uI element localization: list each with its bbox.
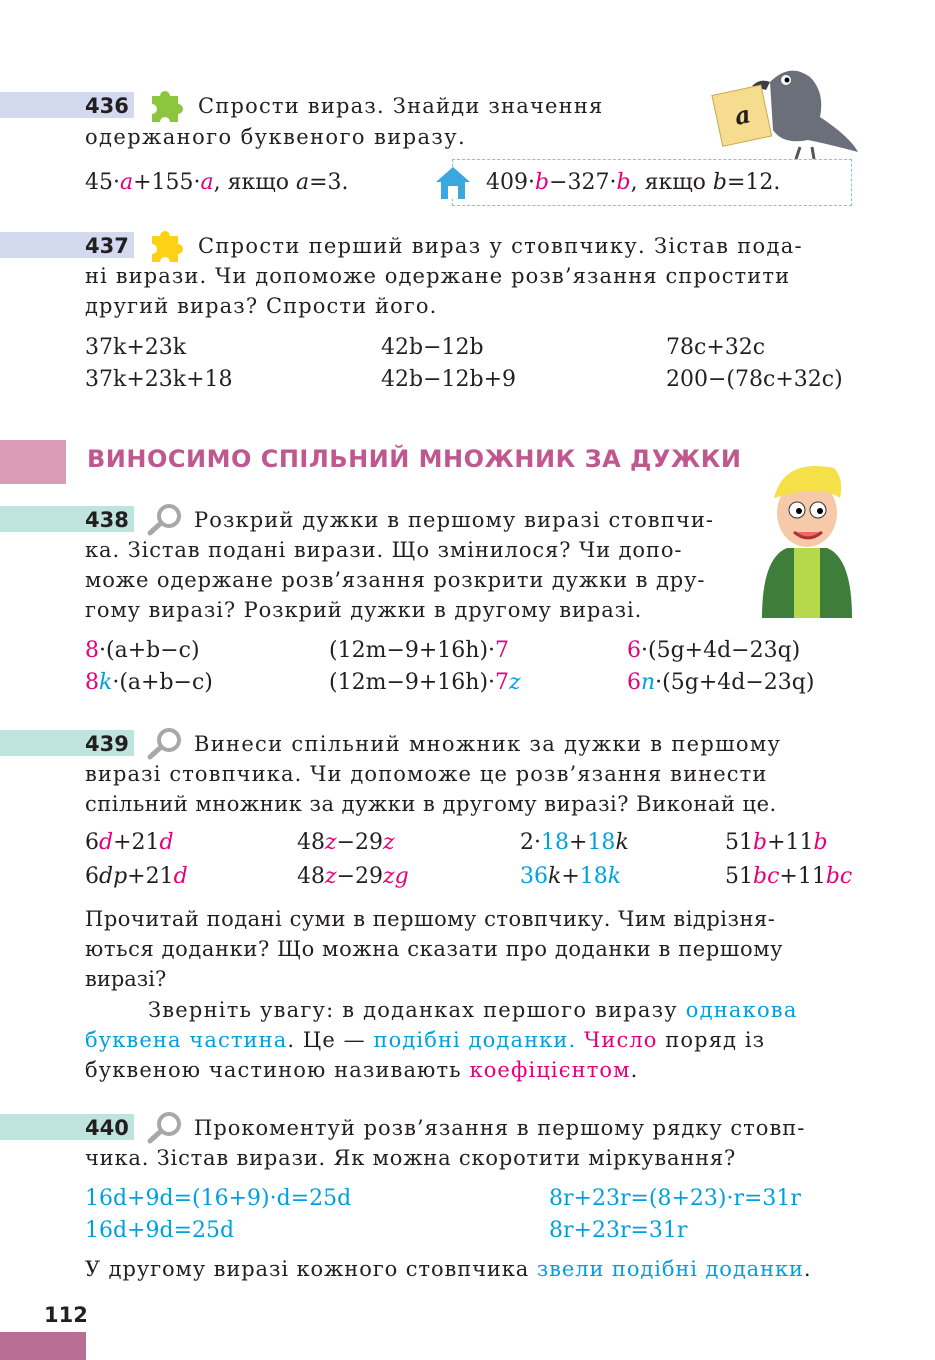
magnifier-icon	[146, 1110, 184, 1144]
home-icon	[434, 164, 472, 202]
ex440-text-line1: Прокоментуй розв’язання в першому рядку стовп-	[194, 1116, 806, 1140]
ex439-para1-line3: виразі?	[85, 967, 167, 991]
ex439-text-line1: Винеси спільний множник за дужки в першому	[194, 732, 782, 756]
ex439-c1-r2: 6dp+21d	[85, 864, 188, 889]
ex438-r1c2: (12m−9+16h)·7	[329, 638, 510, 663]
puzzle-icon	[146, 226, 188, 264]
magnifier-icon	[146, 502, 184, 536]
ex439-c4-r1: 51b+11b	[725, 830, 828, 855]
ex438-text-line3: може одержане розв’язання розкрити дужки в дру-	[85, 568, 706, 592]
ex438-r1c3: 6·(5g+4d−23q)	[627, 638, 801, 663]
ex439-para1-line1: Прочитай подані суми в першому стовпчику. Чим відрізня-	[85, 907, 776, 931]
ex439-c1-r1: 6d+21d	[85, 830, 174, 855]
ex439-text-line2: виразі стовпчика. Чи допоможе це розв’язання винести	[85, 762, 768, 786]
ex437-col2-r2: 42b−12b+9	[381, 367, 517, 392]
magnifier-icon	[146, 726, 184, 760]
section-band	[0, 440, 66, 484]
ex440-right-r2: 8r+23r=31r	[549, 1218, 688, 1243]
ex440-final-line: У другому виразі кожного стовпчика звели подібні доданки.	[85, 1257, 812, 1281]
ex437-col1-r1: 37k+23k	[85, 335, 187, 360]
ex436-number: 436	[85, 94, 129, 118]
ex437-text-line3: другий вираз? Спрости його.	[85, 294, 438, 318]
ex438-text-line1: Розкрий дужки в першому виразі стовпчи-	[194, 508, 715, 532]
ex437-number: 437	[85, 234, 129, 258]
ex439-para2-line3: буквеною частиною називають коефіцієнтом.	[85, 1058, 639, 1082]
ex436-text-line2: одержаного буквеного виразу.	[85, 125, 467, 149]
ex438-r2c3: 6n·(5g+4d−23q)	[627, 670, 815, 695]
ex440-text-line2: чика. Зістав вирази. Як можна скоротити міркування?	[85, 1146, 737, 1170]
ex439-c3-r1: 2·18+18k	[520, 830, 629, 855]
ex438-number: 438	[85, 508, 129, 532]
ex437-col1-r2: 37k+23k+18	[85, 367, 233, 392]
ex439-para2-line2: буквена частина. Це — подібні доданки. Число поряд із	[85, 1028, 766, 1052]
ex439-number: 439	[85, 732, 129, 756]
ex439-para2-line1: Зверніть увагу: в доданках першого виразу однакова	[148, 998, 798, 1022]
crow-illustration	[700, 52, 860, 162]
page-footer-band	[0, 1332, 86, 1360]
ex439-para1-line2: ються доданки? Що можна сказати про доданки в першому	[85, 937, 784, 961]
ex437-col3-r1: 78c+32c	[666, 335, 766, 360]
ex440-left-r2: 16d+9d=25d	[85, 1218, 235, 1243]
ex436-task-b: 409·b−327·b, якщо b=12.	[486, 170, 781, 195]
ex440-number: 440	[85, 1116, 129, 1140]
ex437-col2-r1: 42b−12b	[381, 335, 484, 360]
ex439-c2-r2: 48z−29zg	[297, 864, 409, 889]
ex439-c2-r1: 48z−29z	[297, 830, 395, 855]
section-title: ВИНОСИМО СПІЛЬНИЙ МНОЖНИК ЗА ДУЖКИ	[87, 445, 742, 473]
ex438-text-line4: гому виразі? Розкрий дужки в другому виразі.	[85, 598, 643, 622]
ex438-text-line2: ка. Зістав подані вирази. Що змінилося? Чи допо-	[85, 538, 683, 562]
boy-illustration	[752, 458, 862, 618]
ex439-c4-r2: 51bc+11bc	[725, 864, 853, 889]
ex438-r2c1: 8k·(a+b−c)	[85, 670, 213, 695]
ex437-col3-r2: 200−(78c+32c)	[666, 367, 843, 392]
ex436-task-a: 45·a+155·a, якщо a=3.	[85, 170, 349, 195]
ex438-r1c1: 8·(a+b−c)	[85, 638, 200, 663]
ex440-right-r1: 8r+23r=(8+23)·r=31r	[549, 1186, 801, 1211]
ex440-left-r1: 16d+9d=(16+9)·d=25d	[85, 1186, 352, 1211]
card-letter: a	[731, 99, 754, 131]
ex439-text-line3: спільний множник за дужки в другому виразі? Виконай це.	[85, 792, 777, 816]
puzzle-icon	[146, 86, 188, 124]
ex439-c3-r2: 36k+18k	[520, 864, 622, 889]
ex437-text-line1: Спрости перший вираз у стовпчику. Зістав пода-	[198, 234, 803, 258]
ex437-text-line2: ні вирази. Чи допоможе одержане розв’язання спростити	[85, 264, 791, 288]
page-number: 112	[44, 1303, 88, 1327]
ex438-r2c2: (12m−9+16h)·7z	[329, 670, 521, 695]
ex436-text-line1: Спрости вираз. Знайди значення	[198, 94, 604, 118]
